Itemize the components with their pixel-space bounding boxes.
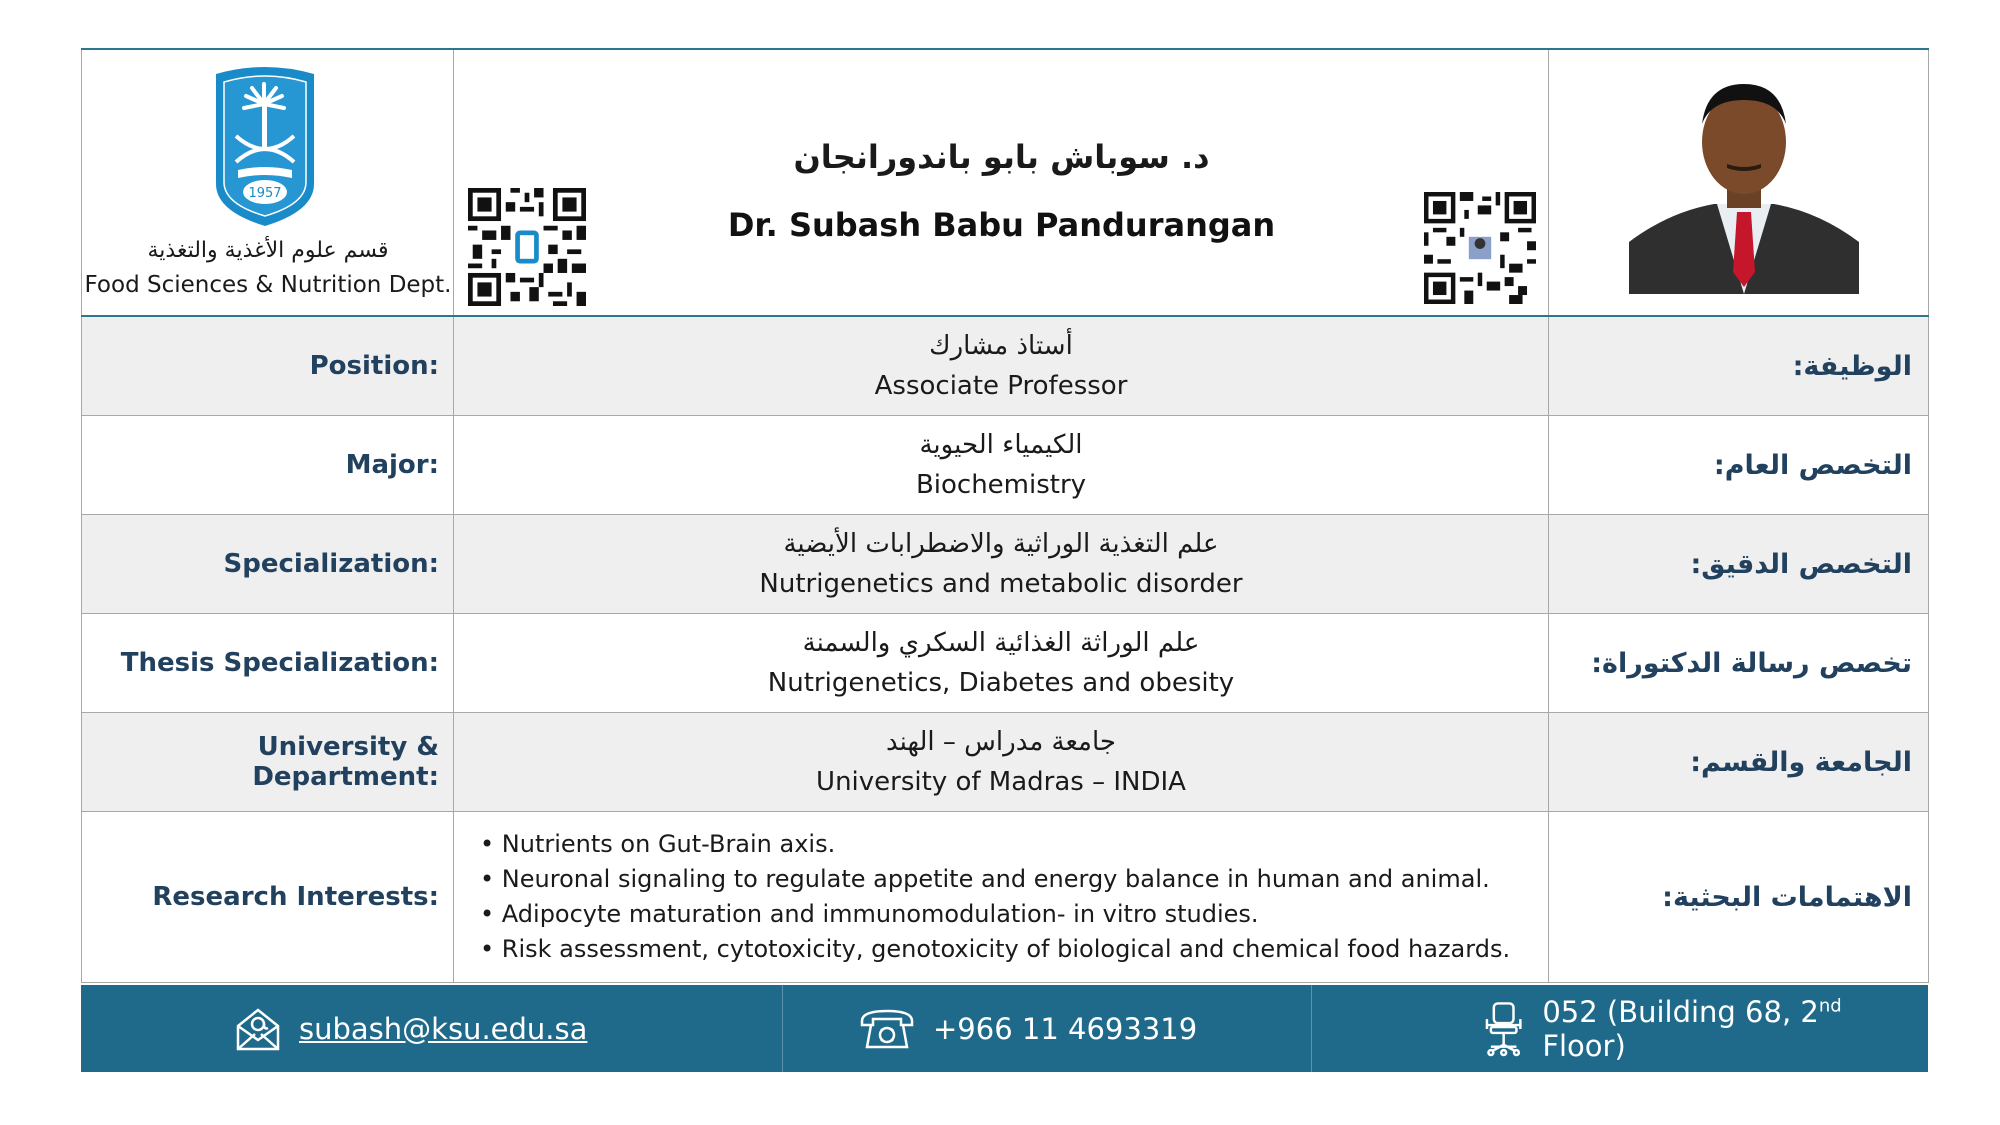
specialization-value-en: Nutrigenetics and metabolic disorder xyxy=(759,569,1243,599)
university-row xyxy=(82,713,1929,812)
position-value xyxy=(454,316,1549,416)
major-label-en: Major: xyxy=(82,416,454,515)
specialization-label-ar: التخصص الدقيق: xyxy=(1549,515,1929,614)
major-value-en: Biochemistry xyxy=(915,470,1087,500)
thesis-label-en: Thesis Specialization: xyxy=(82,614,454,713)
university-label-en: University & Department: xyxy=(82,713,454,812)
email-icon xyxy=(235,1006,281,1052)
university-value-en: University of Madras – INDIA xyxy=(816,767,1186,797)
name-cell xyxy=(454,49,1549,316)
footer-divider xyxy=(782,985,783,1072)
thesis-value xyxy=(454,614,1549,713)
research-label-en: Research Interests: xyxy=(82,812,454,983)
email-contact xyxy=(235,985,587,1072)
svg-text:1957: 1957 xyxy=(248,186,282,201)
specialization-label-en: Specialization: xyxy=(82,515,454,614)
major-label-ar: التخصص العام: xyxy=(1549,416,1929,515)
office-chair-icon xyxy=(1483,1001,1524,1057)
position-label-ar: الوظيفة: xyxy=(1549,316,1929,416)
phone-icon xyxy=(859,1007,915,1051)
ksu-logo-icon xyxy=(212,66,318,228)
specialization-value-ar: علم التغذية الوراثية والاضطرابات الأيضية xyxy=(783,529,1219,559)
footer-divider xyxy=(1311,985,1312,1072)
thesis-value-en: Nutrigenetics, Diabetes and obesity xyxy=(767,668,1235,698)
major-row xyxy=(82,416,1929,515)
thesis-row xyxy=(82,614,1929,713)
thesis-value-ar: علم الوراثة الغذائية السكري والسمنة xyxy=(802,628,1200,658)
position-value-ar: أستاذ مشارك xyxy=(929,331,1073,361)
research-item: • Nutrients on Gut-Brain axis. xyxy=(480,827,1548,862)
name-ar: د. سوباش بابو باندورانجان xyxy=(793,138,1210,176)
major-value-ar: الكيمياء الحيوية xyxy=(919,430,1083,460)
research-item: • Risk assessment, cytotoxicity, genotoxicity of biological and chemical food hazards. xyxy=(480,932,1548,967)
thesis-label-ar: تخصص رسالة الدكتوراة: xyxy=(1549,614,1929,713)
university-value-ar: جامعة مدراس – الهند xyxy=(886,727,1116,757)
dept-name-en: Food Sciences & Nutrition Dept. xyxy=(84,272,452,298)
profile-table xyxy=(81,48,1929,983)
specialization-row xyxy=(82,515,1929,614)
phone-number[interactable]: +966 11 4693319 xyxy=(933,1011,1198,1046)
office-contact xyxy=(1483,985,1928,1072)
profile-photo xyxy=(1629,72,1859,294)
dept-name-ar: قسم علوم الأغذية والتغذية xyxy=(147,238,389,263)
position-label-en: Position: xyxy=(82,316,454,416)
research-item: • Neuronal signaling to regulate appetite and energy balance in human and animal. xyxy=(480,862,1548,897)
position-value-en: Associate Professor xyxy=(874,371,1128,401)
profile-card xyxy=(81,48,1928,1072)
university-value xyxy=(454,713,1549,812)
major-value xyxy=(454,416,1549,515)
research-item: • Adipocyte maturation and immunomodulation- in vitro studies. xyxy=(480,897,1548,932)
position-row xyxy=(82,316,1929,416)
university-label-ar: الجامعة والقسم: xyxy=(1549,713,1929,812)
phone-contact xyxy=(859,985,1197,1072)
photo-cell xyxy=(1549,49,1929,316)
research-label-ar: الاهتمامات البحثية: xyxy=(1549,812,1929,983)
specialization-value xyxy=(454,515,1549,614)
research-row xyxy=(82,812,1929,983)
logo-cell xyxy=(82,49,454,316)
contact-footer xyxy=(81,985,1928,1072)
name-en: Dr. Subash Babu Pandurangan xyxy=(727,206,1276,244)
email-link[interactable]: subash@ksu.edu.sa xyxy=(299,1011,588,1046)
qr-code-icon[interactable] xyxy=(1424,192,1536,304)
research-interests xyxy=(454,812,1549,983)
office-location: 052 (Building 68, 2nd Floor) xyxy=(1542,994,1842,1063)
header-row xyxy=(82,49,1929,316)
